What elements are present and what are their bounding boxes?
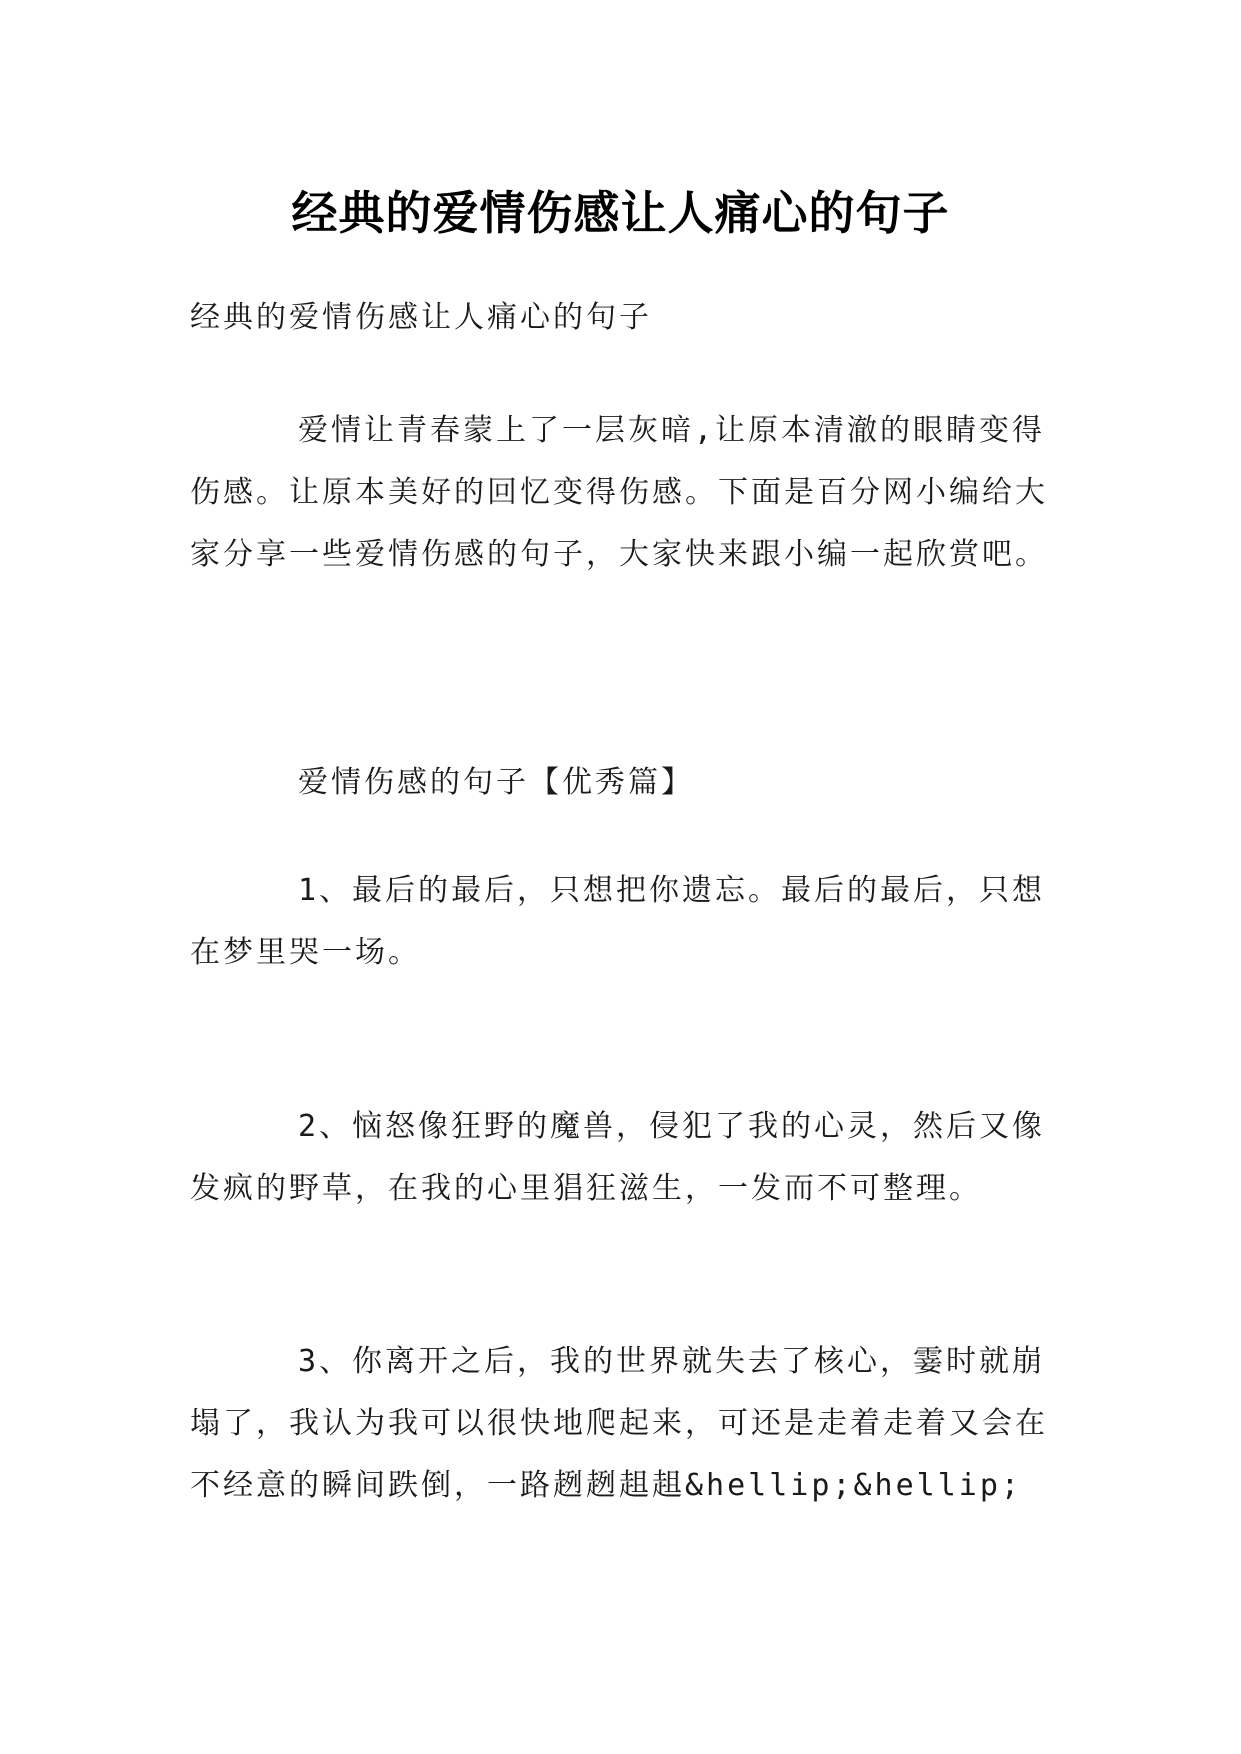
document-subtitle: 经典的爱情伤感让人痛心的句子: [190, 300, 652, 335]
section-heading: 爱情伤感的句子【优秀篇】: [298, 765, 694, 800]
list-item: 2、恼怒像狂野的魔兽，侵犯了我的心灵，然后又像发疯的野草，在我的心里猖狂滋生，一发而不可整理。: [190, 1109, 1046, 1206]
list-item: 1、最后的最后，只想把你遗忘。最后的最后，只想在梦里哭一场。: [190, 873, 1046, 970]
list-item: 3、你离开之后，我的世界就失去了核心，霎时就崩塌了，我认为我可以很快地爬起来，可还是走着走着又会在不经意的瞬间跌倒，一路趔趔趄趄&hellip;&hellip;: [190, 1344, 1048, 1503]
intro-paragraph: 爱情让青春蒙上了一层灰暗,让原本清澈的眼睛变得伤感。让原本美好的回忆变得伤感。下面是百分网小编给大家分享一些爱情伤感的句子，大家快来跟小编一起欣赏吧。: [190, 413, 1048, 572]
document-title: 经典的爱情伤感让人痛心的句子: [291, 185, 950, 240]
